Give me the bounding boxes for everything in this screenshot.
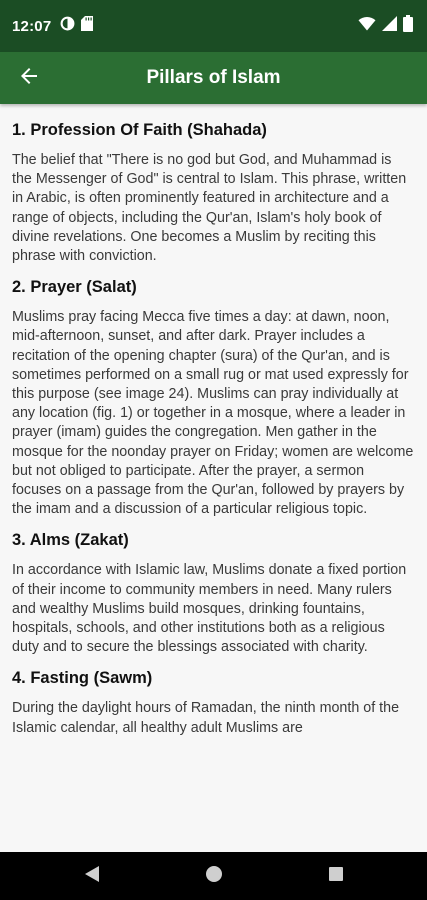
status-bar <box>0 0 427 52</box>
nav-back-button[interactable] <box>72 856 112 896</box>
status-time: 12:07 <box>12 17 52 35</box>
section-heading-shahada: 1. Profession Of Faith (Shahada) <box>12 121 267 139</box>
status-left-icons <box>60 16 93 36</box>
section-body-zakat: In accordance with Islamic law, Muslims donate a fixed portion of their income to community members in need. Many rulers and wealthy Muslims build mosques, drinking fountains, hospitals, schools, and other institutions both as a religious duty and to secure the blessings associated with charity. <box>12 562 407 656</box>
home-circle-icon <box>205 865 223 888</box>
sd-card-icon <box>81 16 93 36</box>
section-heading-sawm: 4. Fasting (Sawm) <box>12 669 153 688</box>
arrow-back-icon <box>19 66 39 91</box>
cellular-signal-icon <box>382 16 397 36</box>
battery-icon <box>403 15 413 37</box>
section-heading-salat: 2. Prayer (Salat) <box>12 278 137 297</box>
wifi-icon <box>358 16 376 36</box>
section-body-shahada: The belief that "There is no god but God, and Muhammad is the Messenger of God" is central to Islam. This phrase, written in Arabic, is often prominently featured in architecture and a range of objects, including the Qur'an, Islam's holy book of divine revelations. One becomes a Muslim by reciting this phrase with conviction. <box>12 152 407 265</box>
status-right-icons <box>358 15 413 37</box>
section-body-salat: Muslims pray facing Mecca five times a day: at dawn, noon, mid-afternoon, sunset, and after dark. Prayer includes a recitation of the opening chapter (sura) of the Qur'an, and is sometimes performed on a small rug or mat used expressly for this purpose (see image 24). Muslims can pray individually at any location (fig. 1) or together in a mosque, where a leader in prayer (imam) guides the congregation. Men gather in the mosque for the noonday prayer on Friday; women are welcome but not obliged to participate. After the prayer, a sermon focuses on a passage from the Qur'an, followed by prayers by the imam and a discussion of a particular religious topic. <box>12 309 414 518</box>
back-triangle-icon <box>84 865 100 888</box>
section-heading-zakat: 3. Alms (Zakat) <box>12 531 129 550</box>
back-button[interactable] <box>0 52 58 104</box>
system-nav-bar <box>0 852 427 900</box>
data-saver-icon <box>60 16 75 36</box>
recents-square-icon <box>328 866 344 887</box>
page-title: Pillars of Islam <box>146 67 281 88</box>
app-bar <box>0 52 427 104</box>
nav-recents-button[interactable] <box>316 856 356 896</box>
nav-home-button[interactable] <box>194 856 234 896</box>
article-content[interactable] <box>0 104 427 852</box>
section-body-sawm: During the daylight hours of Ramadan, the ninth month of the Islamic calendar, all healthy adult Muslims are <box>12 700 400 736</box>
